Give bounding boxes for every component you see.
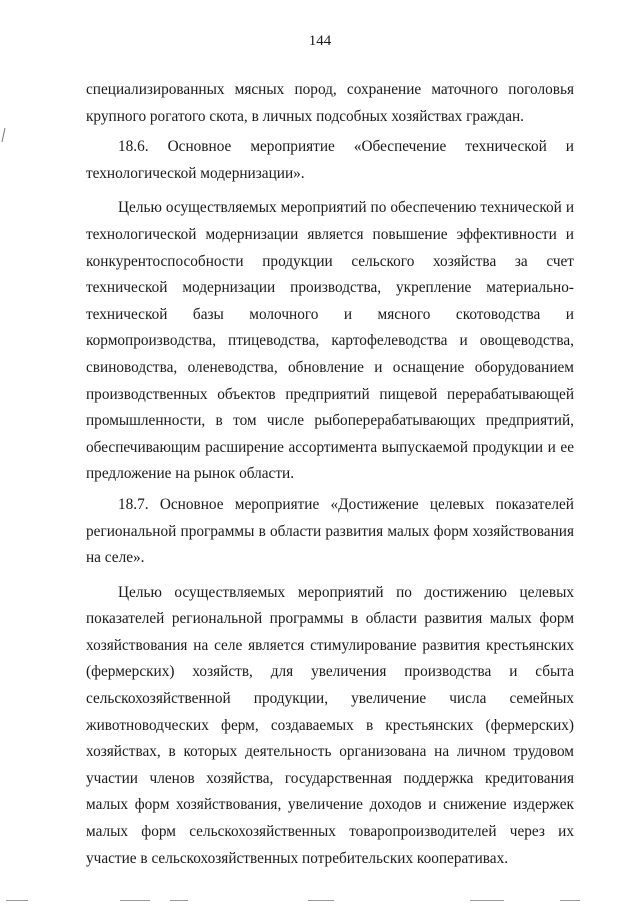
margin-pen-mark (2, 128, 6, 142)
document-body (86, 77, 574, 872)
scan-edge-artifacts (0, 897, 640, 905)
paragraph-4-heading-18-7: 18.7. Основное мероприятие «Достижение целевых показателей региональной программы в области развития малых форм хозяйствования на селе». (86, 495, 574, 567)
paragraph-5: Целью осуществляемых мероприятий по достижению целевых показателей региональной программы в области развития малых форм хозяйствования на селе является стимулирование развития крестьянских (фермерских) хозяйств, для увеличения производства и сбыта сельскохозяйственной продукции, увеличение числа семейных животноводческих ферм, создаваемых в крестьянских (фермерских) хозяйствах, в которых деятельность организована на личном трудовом участии членов хозяйства, государственная поддержка кредитования малых форм хозяйствования, увеличение доходов и снижение издержек малых форм сельскохозяйственных товаропроизводителей через их участие в сельскохозяйственных потребительских кооперативах. (86, 583, 574, 867)
paragraph-1: специализированных мясных пород, сохранение маточного поголовья крупного рогатого скота, в личных подсобных хозяйствах граждан. (86, 81, 574, 125)
paragraph-3: Целью осуществляемых мероприятий по обеспечению технической и технологической модернизации является повышение эффективности и конкурентоспособности продукции сельского хозяйства за счет технической модернизации производства, укрепление материально-технической базы молочного и мясного скотоводства и кормопроизводства, птицеводства, картофелеводства и овощеводства, свиноводства, оленеводства, обновление и оснащение оборудованием производственных объектов предприятий пищевой перерабатывающей промышленности, в том числе рыбоперерабатывающих предприятий, обеспечивающим расширение ассортимента выпускаемой продукции и ее предложение на рынок области. (86, 199, 574, 483)
page-number: 144 (308, 33, 332, 49)
paragraph-2-heading-18-6: 18.6. Основное мероприятие «Обеспечение технической и технологической модернизации». (86, 138, 574, 182)
